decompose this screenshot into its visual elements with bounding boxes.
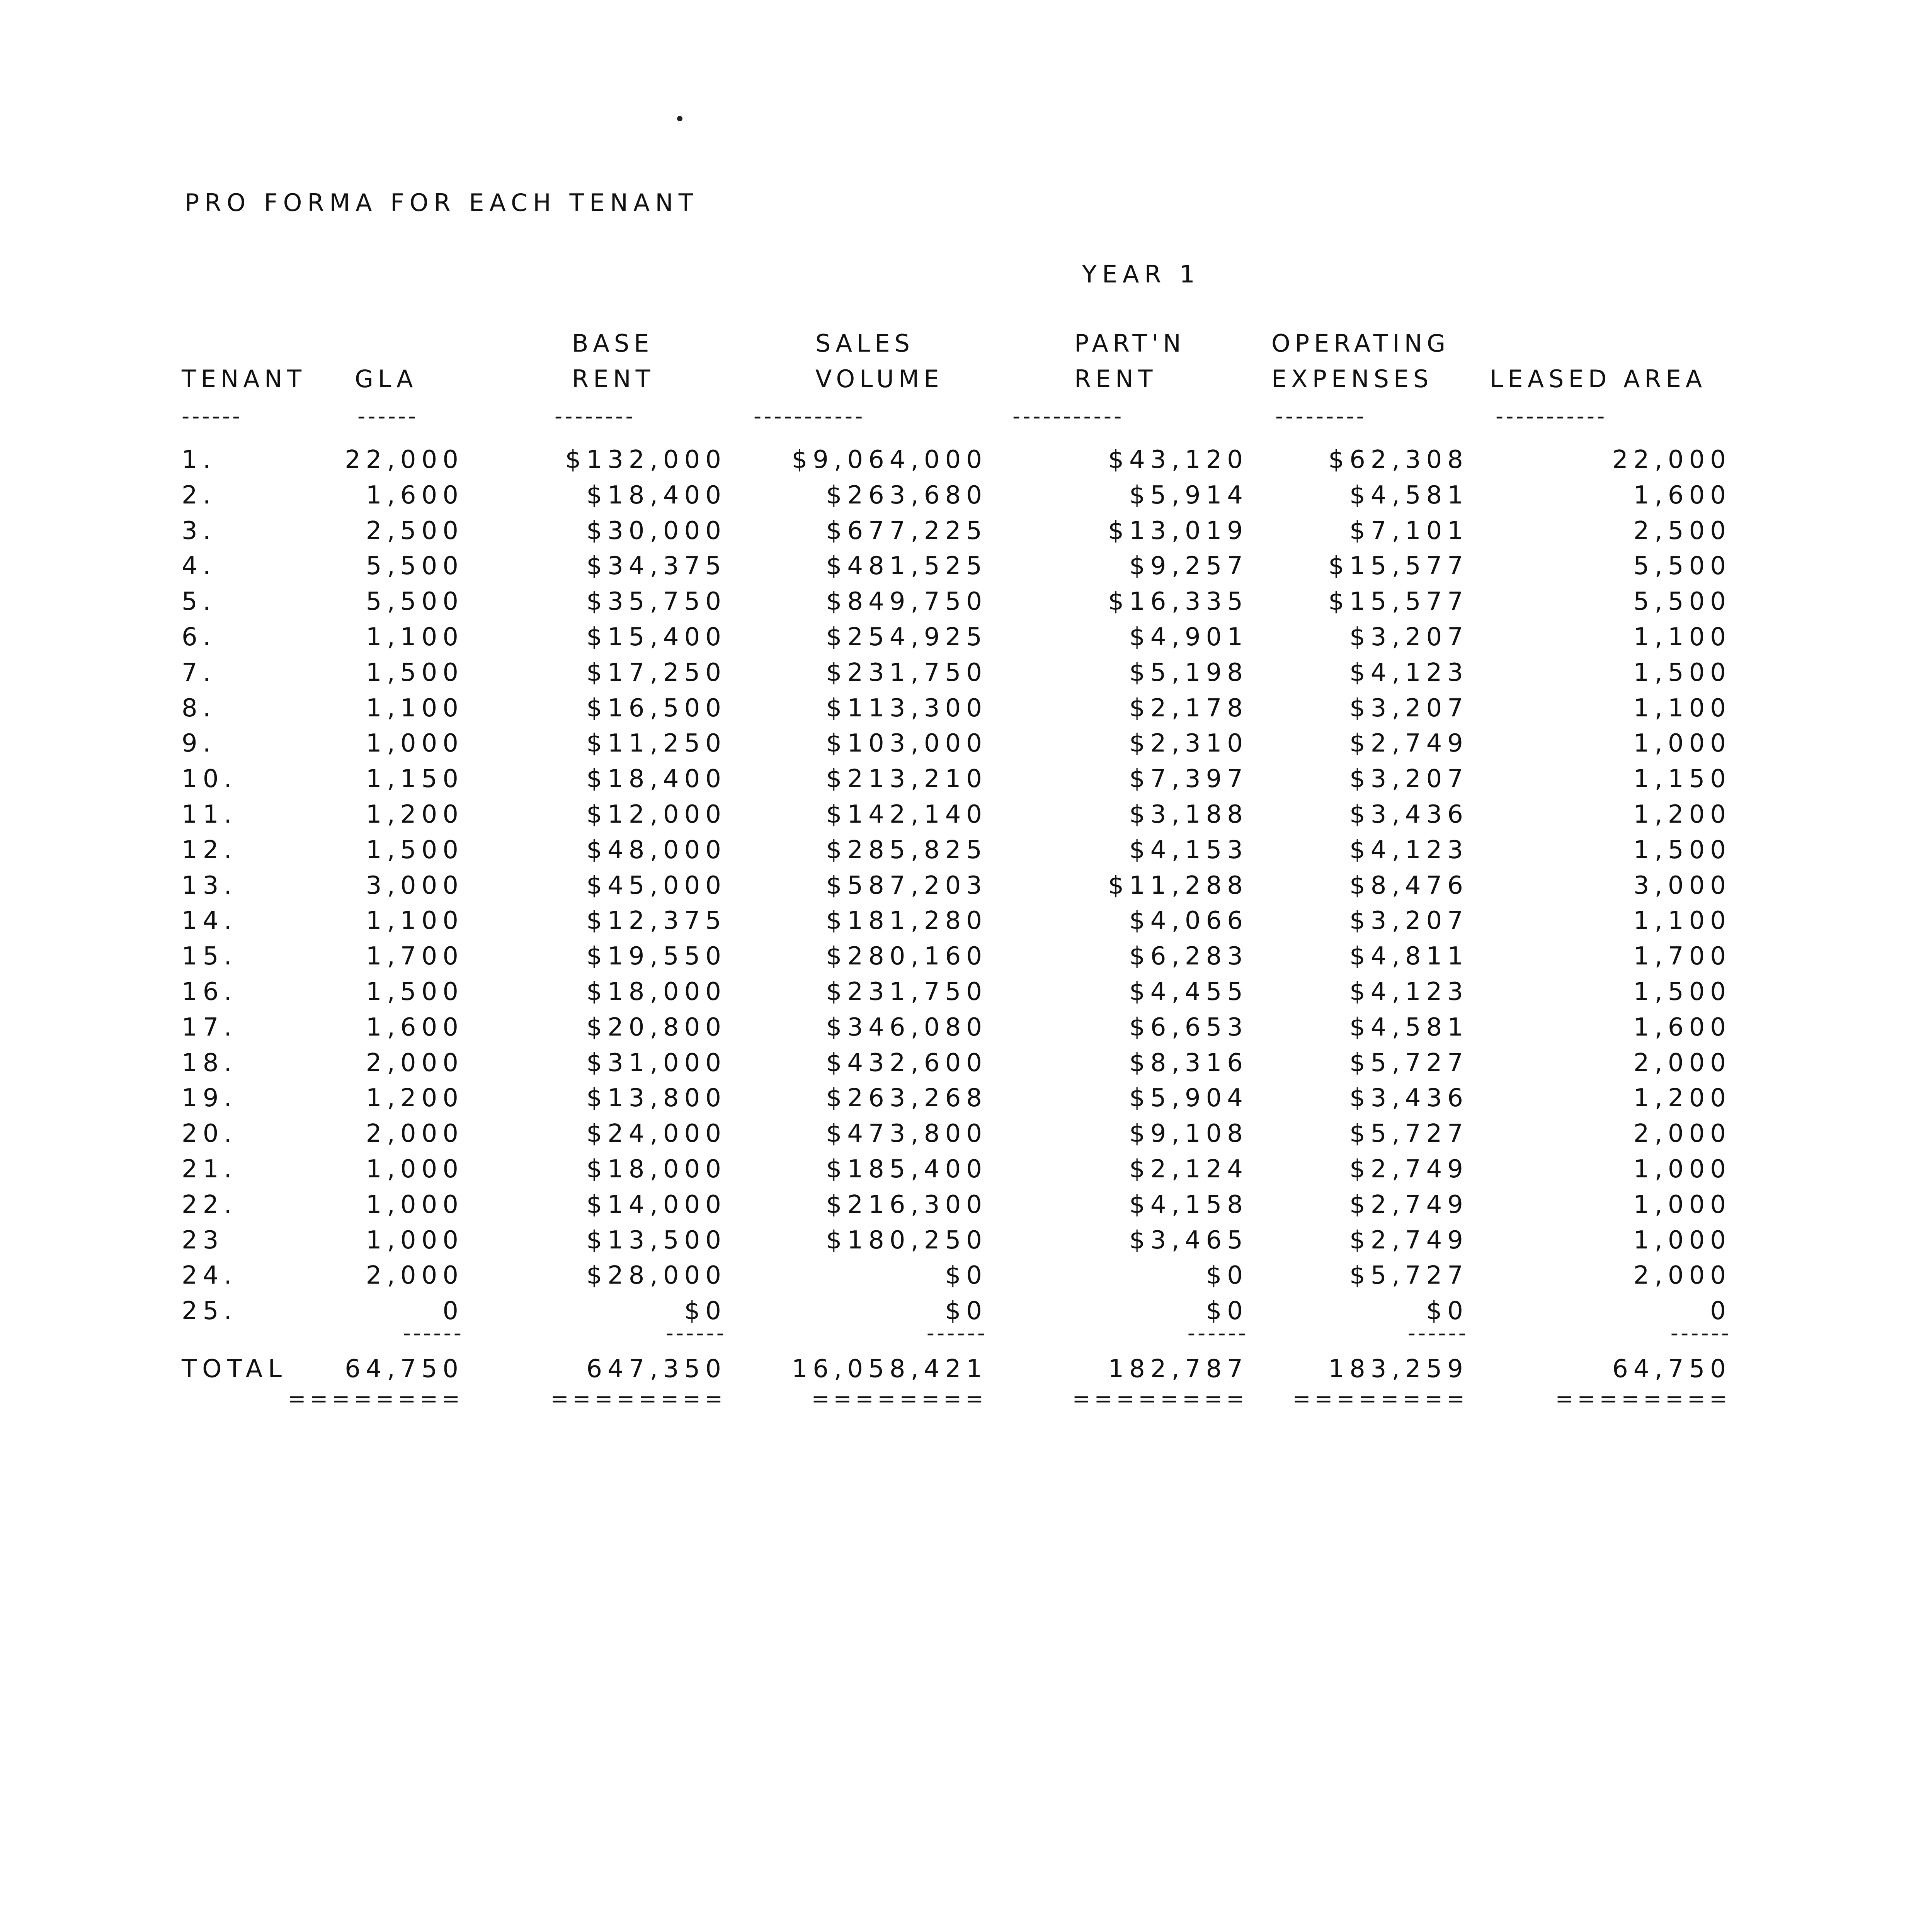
leased-area-value: 1,700 [1633, 942, 1731, 971]
sales-volume-value: $231,750 [826, 658, 987, 687]
leased-area-value: 1,600 [1633, 1013, 1731, 1042]
base-rent-value: $12,375 [586, 906, 727, 935]
operating-expenses-value: $4,123 [1349, 836, 1468, 864]
gla-value: 1,700 [366, 942, 464, 971]
operating-expenses-value: $4,123 [1349, 658, 1468, 687]
gla-value: 5,500 [366, 552, 464, 580]
header-underline: ----------- [1496, 406, 1607, 427]
subtotal-underline: ------ [665, 1323, 727, 1344]
tenant-number: 18. [182, 1049, 237, 1077]
total-double-underline: ======== [550, 1388, 727, 1410]
leased-area-value: 1,150 [1633, 765, 1731, 793]
tenant-number: 8. [182, 694, 216, 723]
subtotal-underline: ------ [1670, 1323, 1731, 1344]
column-header-operating_expenses-line1: OPERATING [1271, 329, 1450, 357]
column-header-sales_volume: VOLUME [815, 365, 944, 393]
base-rent-value: $30,000 [586, 517, 727, 545]
leased-area-value: 5,500 [1633, 552, 1731, 580]
base-rent-value: $11,250 [586, 729, 727, 758]
header-underline: ------ [182, 406, 243, 427]
base-rent-value: $14,000 [586, 1190, 727, 1219]
column-header-partn_rent-line1: PART'N [1074, 329, 1186, 357]
tenant-number: 23 [182, 1226, 224, 1255]
total-double-underline: ======== [811, 1388, 987, 1410]
base-rent-value: $12,000 [586, 800, 727, 829]
sales-volume-value: $103,000 [826, 729, 987, 758]
base-rent-value: $0 [684, 1297, 727, 1325]
gla-value: 1,600 [366, 481, 464, 510]
leased-area-value: 2,000 [1633, 1261, 1731, 1290]
gla-value: 1,000 [366, 1226, 464, 1255]
base-rent-value: $28,000 [586, 1261, 727, 1290]
gla-value: 2,000 [366, 1119, 464, 1148]
partn-rent-value: $2,310 [1129, 729, 1248, 758]
partn-rent-value: $0 [1206, 1261, 1248, 1290]
partn-rent-value: $8,316 [1129, 1049, 1248, 1077]
subtotal-underline: ------ [1407, 1323, 1468, 1344]
operating-expenses-value: $4,581 [1349, 481, 1468, 510]
tenant-number: 9. [182, 729, 216, 758]
operating-expenses-value: $3,436 [1349, 1084, 1468, 1112]
tenant-number: 6. [182, 623, 216, 651]
tenant-number: 13. [182, 871, 237, 900]
subtotal-underline: ------ [1187, 1323, 1248, 1344]
base-rent-value: $15,400 [586, 623, 727, 651]
sales-volume-value: $481,525 [826, 552, 987, 580]
subtotal-underline: ------ [926, 1323, 987, 1344]
operating-expenses-value: $5,727 [1349, 1119, 1468, 1148]
sales-volume-value: $9,064,000 [791, 446, 987, 474]
leased-area-value: 0 [1710, 1297, 1731, 1325]
base-rent-value: $13,500 [586, 1226, 727, 1255]
column-header-base_rent: RENT [572, 365, 655, 393]
partn-rent-value: $9,108 [1129, 1119, 1248, 1148]
tenant-number: 14. [182, 906, 237, 935]
tenant-number: 7. [182, 658, 216, 687]
operating-expenses-value: $8,476 [1349, 871, 1468, 900]
gla-value: 1,200 [366, 800, 464, 829]
leased-area-value: 1,000 [1633, 1226, 1731, 1255]
operating-expenses-value: $3,436 [1349, 800, 1468, 829]
tenant-number: 21. [182, 1155, 237, 1184]
sales-volume-value: $142,140 [826, 800, 987, 829]
gla-value: 1,100 [366, 906, 464, 935]
total-double-underline: ======== [1555, 1388, 1731, 1410]
base-rent-value: $20,800 [586, 1013, 727, 1042]
tenant-number: 12. [182, 836, 237, 864]
base-rent-value: $31,000 [586, 1049, 727, 1077]
sales-volume-value: $254,925 [826, 623, 987, 651]
partn-rent-value: $4,901 [1129, 623, 1248, 651]
total-gla: 64,750 [345, 1355, 464, 1383]
sales-volume-value: $285,825 [826, 836, 987, 864]
tenant-number: 5. [182, 587, 216, 616]
total-leased-area: 64,750 [1612, 1355, 1731, 1383]
base-rent-value: $17,250 [586, 658, 727, 687]
column-header-tenant: TENANT [182, 365, 306, 393]
leased-area-value: 1,500 [1633, 836, 1731, 864]
operating-expenses-value: $3,207 [1349, 623, 1468, 651]
leased-area-value: 3,000 [1633, 871, 1731, 900]
sales-volume-value: $216,300 [826, 1190, 987, 1219]
header-underline: -------- [555, 406, 636, 427]
sales-volume-value: $263,680 [826, 481, 987, 510]
tenant-number: 20. [182, 1119, 237, 1148]
leased-area-value: 1,500 [1633, 658, 1731, 687]
partn-rent-value: $3,188 [1129, 800, 1248, 829]
sales-volume-value: $181,280 [826, 906, 987, 935]
base-rent-value: $48,000 [586, 836, 727, 864]
tenant-number: 4. [182, 552, 216, 580]
leased-area-value: 2,000 [1633, 1119, 1731, 1148]
partn-rent-value: $4,153 [1129, 836, 1248, 864]
partn-rent-value: $11,288 [1108, 871, 1248, 900]
gla-value: 1,000 [366, 1190, 464, 1219]
partn-rent-value: $9,257 [1129, 552, 1248, 580]
base-rent-value: $18,400 [586, 765, 727, 793]
operating-expenses-value: $5,727 [1349, 1049, 1468, 1077]
operating-expenses-value: $2,749 [1349, 1190, 1468, 1219]
operating-expenses-value: $2,749 [1349, 729, 1468, 758]
tenant-number: 19. [182, 1084, 237, 1112]
gla-value: 1,600 [366, 1013, 464, 1042]
operating-expenses-value: $4,581 [1349, 1013, 1468, 1042]
total-double-underline: ======== [1292, 1388, 1468, 1410]
sales-volume-value: $213,210 [826, 765, 987, 793]
tenant-number: 10. [182, 765, 237, 793]
header-underline: ----------- [754, 406, 865, 427]
total-double-underline: ======== [1072, 1388, 1248, 1410]
operating-expenses-value: $3,207 [1349, 906, 1468, 935]
base-rent-value: $18,000 [586, 978, 727, 1006]
gla-value: 5,500 [366, 587, 464, 616]
base-rent-value: $35,750 [586, 587, 727, 616]
sales-volume-value: $280,160 [826, 942, 987, 971]
total-base-rent: 647,350 [586, 1355, 727, 1383]
leased-area-value: 1,000 [1633, 1190, 1731, 1219]
partn-rent-value: $4,158 [1129, 1190, 1248, 1219]
sales-volume-value: $849,750 [826, 587, 987, 616]
base-rent-value: $13,800 [586, 1084, 727, 1112]
column-header-gla: GLA [355, 365, 418, 393]
operating-expenses-value: $4,811 [1349, 942, 1468, 971]
leased-area-value: 1,600 [1633, 481, 1731, 510]
sales-volume-value: $113,300 [826, 694, 987, 723]
sales-volume-value: $587,203 [826, 871, 987, 900]
operating-expenses-value: $2,749 [1349, 1226, 1468, 1255]
total-label: TOTAL [182, 1355, 288, 1383]
operating-expenses-value: $2,749 [1349, 1155, 1468, 1184]
sales-volume-value: $677,225 [826, 517, 987, 545]
leased-area-value: 1,200 [1633, 1084, 1731, 1112]
gla-value: 1,150 [366, 765, 464, 793]
gla-value: 3,000 [366, 871, 464, 900]
tenant-number: 17. [182, 1013, 237, 1042]
operating-expenses-value: $5,727 [1349, 1261, 1468, 1290]
tenant-number: 16. [182, 978, 237, 1006]
leased-area-value: 1,200 [1633, 800, 1731, 829]
operating-expenses-value: $3,207 [1349, 765, 1468, 793]
column-header-partn_rent: RENT [1074, 365, 1157, 393]
tenant-number: 2. [182, 481, 216, 510]
gla-value: 0 [442, 1297, 464, 1325]
sales-volume-value: $0 [945, 1261, 987, 1290]
gla-value: 1,000 [366, 729, 464, 758]
leased-area-value: 2,500 [1633, 517, 1731, 545]
gla-value: 1,100 [366, 694, 464, 723]
tenant-number: 1. [182, 446, 216, 474]
leased-area-value: 1,100 [1633, 906, 1731, 935]
tenant-number: 3. [182, 517, 216, 545]
gla-value: 1,100 [366, 623, 464, 651]
leased-area-value: 1,500 [1633, 978, 1731, 1006]
partn-rent-value: $7,397 [1129, 765, 1248, 793]
partn-rent-value: $43,120 [1108, 446, 1248, 474]
leased-area-value: 1,100 [1633, 694, 1731, 723]
operating-expenses-value: $15,577 [1328, 552, 1468, 580]
partn-rent-value: $2,124 [1129, 1155, 1248, 1184]
partn-rent-value: $16,335 [1108, 587, 1248, 616]
base-rent-value: $18,000 [586, 1155, 727, 1184]
sales-volume-value: $0 [945, 1297, 987, 1325]
column-header-sales_volume-line1: SALES [815, 329, 914, 357]
sales-volume-value: $432,600 [826, 1049, 987, 1077]
operating-expenses-value: $15,577 [1328, 587, 1468, 616]
leased-area-value: 22,000 [1612, 446, 1731, 474]
stray-mark [677, 116, 682, 121]
total-sales-volume: 16,058,421 [791, 1355, 987, 1383]
operating-expenses-value: $4,123 [1349, 978, 1468, 1006]
gla-value: 1,500 [366, 658, 464, 687]
partn-rent-value: $5,914 [1129, 481, 1248, 510]
period-label: YEAR 1 [1082, 260, 1200, 288]
base-rent-value: $19,550 [586, 942, 727, 971]
total-double-underline: ======== [288, 1388, 464, 1410]
base-rent-value: $45,000 [586, 871, 727, 900]
operating-expenses-value: $7,101 [1349, 517, 1468, 545]
column-header-base_rent-line1: BASE [572, 329, 654, 357]
partn-rent-value: $13,019 [1108, 517, 1248, 545]
gla-value: 1,200 [366, 1084, 464, 1112]
column-header-operating_expenses: EXPENSES [1271, 365, 1433, 393]
partn-rent-value: $5,904 [1129, 1084, 1248, 1112]
sales-volume-value: $180,250 [826, 1226, 987, 1255]
gla-value: 22,000 [345, 446, 464, 474]
partn-rent-value: $5,198 [1129, 658, 1248, 687]
tenant-number: 15. [182, 942, 237, 971]
base-rent-value: $16,500 [586, 694, 727, 723]
header-underline: ----------- [1012, 406, 1124, 427]
gla-value: 1,500 [366, 836, 464, 864]
operating-expenses-value: $62,308 [1328, 446, 1468, 474]
sales-volume-value: $231,750 [826, 978, 987, 1006]
partn-rent-value: $6,283 [1129, 942, 1248, 971]
partn-rent-value: $3,465 [1129, 1226, 1248, 1255]
partn-rent-value: $4,066 [1129, 906, 1248, 935]
tenant-number: 11. [182, 800, 237, 829]
tenant-number: 24. [182, 1261, 237, 1290]
operating-expenses-value: $0 [1426, 1297, 1468, 1325]
partn-rent-value: $0 [1206, 1297, 1248, 1325]
base-rent-value: $18,400 [586, 481, 727, 510]
tenant-number: 22. [182, 1190, 237, 1219]
sales-volume-value: $263,268 [826, 1084, 987, 1112]
sales-volume-value: $473,800 [826, 1119, 987, 1148]
subtotal-underline: ------ [403, 1323, 464, 1344]
header-underline: --------- [1275, 406, 1366, 427]
base-rent-value: $24,000 [586, 1119, 727, 1148]
leased-area-value: 1,100 [1633, 623, 1731, 651]
total-operating-expenses: 183,259 [1328, 1355, 1468, 1383]
partn-rent-value: $6,653 [1129, 1013, 1248, 1042]
leased-area-value: 1,000 [1633, 1155, 1731, 1184]
partn-rent-value: $4,455 [1129, 978, 1248, 1006]
gla-value: 2,000 [366, 1049, 464, 1077]
gla-value: 1,000 [366, 1155, 464, 1184]
tenant-number: 25. [182, 1297, 237, 1325]
header-underline: ------ [357, 406, 419, 427]
sales-volume-value: $185,400 [826, 1155, 987, 1184]
base-rent-value: $34,375 [586, 552, 727, 580]
document-title: PRO FORMA FOR EACH TENANT [185, 189, 699, 217]
base-rent-value: $132,000 [565, 446, 727, 474]
operating-expenses-value: $3,207 [1349, 694, 1468, 723]
gla-value: 2,500 [366, 517, 464, 545]
gla-value: 1,500 [366, 978, 464, 1006]
sales-volume-value: $346,080 [826, 1013, 987, 1042]
leased-area-value: 5,500 [1633, 587, 1731, 616]
leased-area-value: 2,000 [1633, 1049, 1731, 1077]
partn-rent-value: $2,178 [1129, 694, 1248, 723]
column-header-leased_area: LEASED AREA [1490, 365, 1707, 393]
gla-value: 2,000 [366, 1261, 464, 1290]
leased-area-value: 1,000 [1633, 729, 1731, 758]
total-partn-rent: 182,787 [1108, 1355, 1248, 1383]
